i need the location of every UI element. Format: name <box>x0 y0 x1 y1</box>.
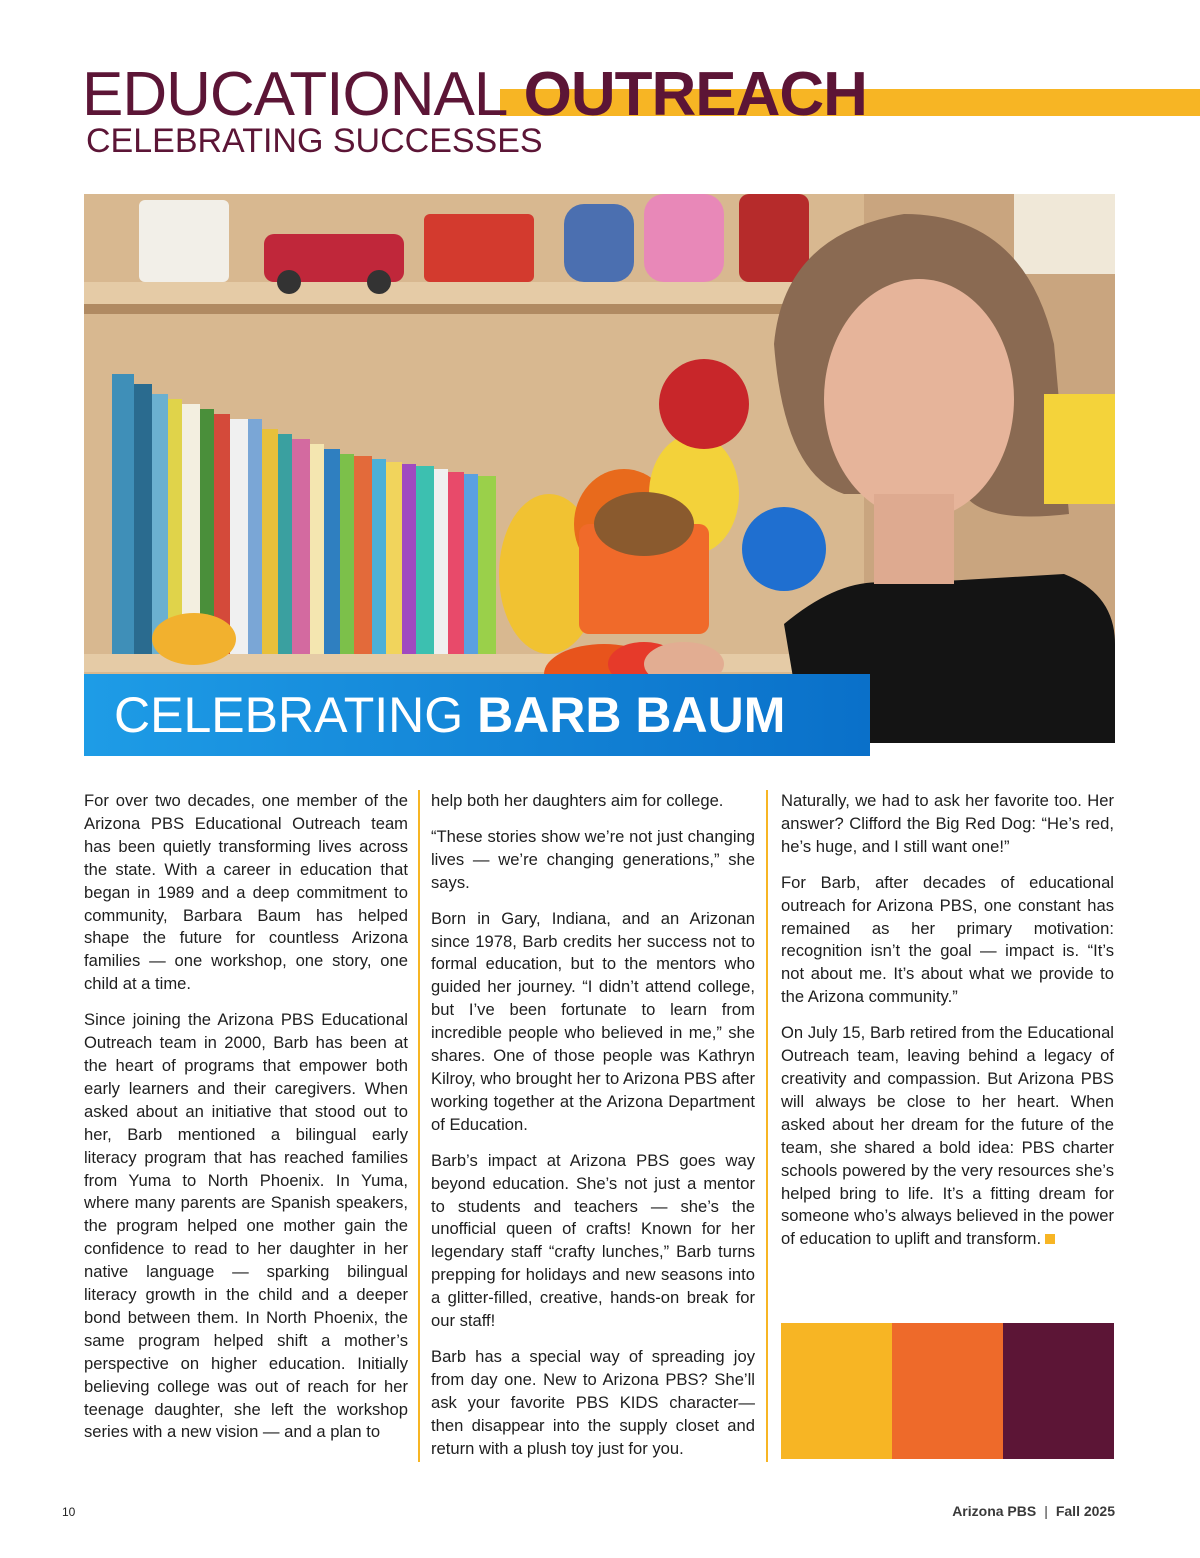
swatch-maroon <box>1003 1323 1114 1459</box>
paragraph: Born in Gary, Indiana, and an Arizonan since 1978, Barb credits her success not to formal education, but to the mentors who guided her journey. “I didn’t attend college, but I’ve been fortunate to learn from incredible people who believed in me,” she shares. One of those people was Kathryn Kilroy, who brought her to Arizona PBS after working together at the Arizona Department of Education. <box>431 908 755 1134</box>
feature-photo <box>84 194 1115 743</box>
swatch-gold <box>781 1323 892 1459</box>
banner-headline-bold: BARB BAUM <box>477 687 786 743</box>
swatch-orange <box>892 1323 1003 1459</box>
column-divider <box>418 790 420 1462</box>
footer-publication <box>952 1503 1115 1519</box>
section-title-light: EDUCATIONAL <box>82 60 508 129</box>
publication-name: Arizona PBS <box>952 1503 1037 1519</box>
section-subtitle: CELEBRATING SUCCESSES <box>86 122 543 160</box>
paragraph: For Barb, after decades of educational outreach for Arizona PBS, one constant has remained as her primary motivation: recognition isn’t the goal — impact is. “It’s not about me. It’s about what we provide to the Arizona community.” <box>781 872 1114 1007</box>
issue-label: Fall 2025 <box>1055 1503 1115 1519</box>
article-column-2 <box>431 790 755 1473</box>
section-title <box>82 60 867 130</box>
paragraph: “These stories show we’re not just changing lives — we’re changing generations,” she says. <box>431 826 755 892</box>
paragraph: Naturally, we had to ask her favorite too. Her answer? Clifford the Big Red Dog: “He’s red, he’s huge, and I still want one!” <box>781 791 1114 856</box>
paragraph: For over two decades, one member of the Arizona PBS Educational Outreach team has been quietly transforming lives across the state. With a career in education that began in 1989 and a deep commitment to community, Barbara Baum has helped shape the future for countless Arizona families — one workshop, one story, one child at a time. <box>84 791 408 994</box>
paragraph: Barb’s impact at Arizona PBS goes way beyond education. She’s not just a mentor to students and teachers — she’s the unofficial queen of crafts! Known for her legendary staff “crafty lunches,” Barb turns prepping for holidays and new seasons into a glitter-filled, creative, hands-on break for our staff! <box>431 1150 755 1331</box>
paragraph: help both her daughters aim for college. <box>431 791 724 810</box>
paragraph: Since joining the Arizona PBS Educational Outreach team in 2000, Barb has been at the heart of programs that empower both early learners and their caregivers. When asked about an initiative that stood out to her, Barb mentioned a bilingual early literacy program that has reached families from Yuma to North Phoenix. In Yuma, where many parents are Spanish speakers, the program helped one mother gain the confidence to read to her daughter in her native language — sparking bilingual literacy growth in the child and a deeper bond between them. In North Phoenix, the same program helped shift a mother’s perspective on higher education. Initially believing college was out of reach for her teenage daughter, she left the workshop series with a new vision — and a plan to <box>84 1010 408 1442</box>
footer-separator: | <box>1044 1503 1048 1519</box>
feature-banner <box>84 674 870 756</box>
end-mark-icon <box>1045 1234 1055 1244</box>
article-column-3 <box>781 790 1114 1264</box>
color-swatches <box>781 1323 1114 1459</box>
paragraph-final <box>781 1022 1114 1251</box>
banner-headline <box>114 686 785 744</box>
column-divider <box>766 790 768 1462</box>
banner-headline-light: CELEBRATING <box>114 687 464 743</box>
article-column-1 <box>84 790 408 1457</box>
paragraph: Barb has a special way of spreading joy from day one. New to Arizona PBS? She’ll ask your favorite PBS KIDS character—then disappear into the supply closet and return with a plush toy just for you. <box>431 1346 755 1458</box>
paragraph-final-text: On July 15, Barb retired from the Educational Outreach team, leaving behind a legacy of creativity and compassion. But Arizona PBS will always be close to her heart. When asked about her dream for the future of the team, she shared a bold idea: PBS charter schools powered by the very resources she’s helped bring to life. It’s a fitting dream for someone who’s always believed in the power of education to uplift and transform. <box>781 1023 1114 1249</box>
section-title-bold: OUTREACH <box>523 60 867 129</box>
page-number: 10 <box>62 1505 76 1519</box>
